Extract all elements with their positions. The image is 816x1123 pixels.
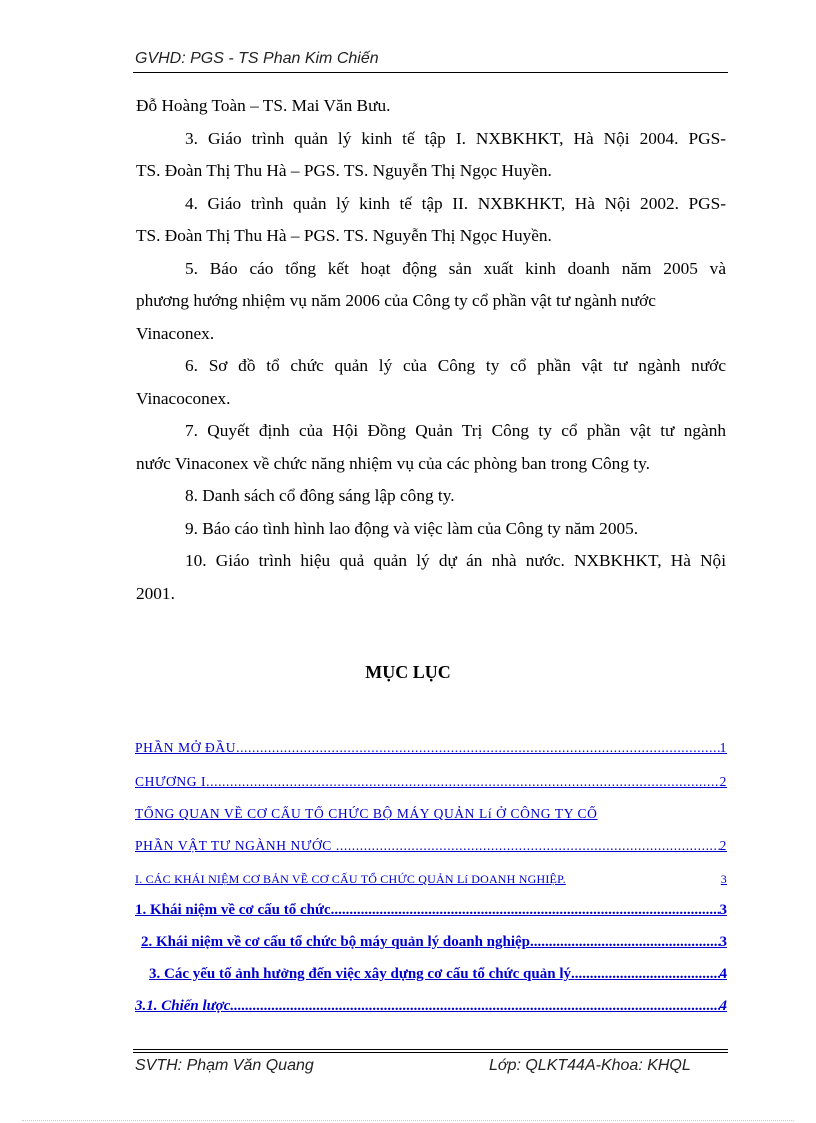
toc-entry-text: 2. Khái niệm về cơ cấu tổ chức bộ máy quản lý doanh nghiệp [141, 934, 531, 950]
reference-line: Vinaconex. [136, 323, 215, 343]
reference-item-3: 3. Giáo trình quản lý kinh tế tập I. NXBKHKT, Hà Nội 2004. PGS- [185, 128, 726, 148]
reference-item-4: 4. Giáo trình quản lý kinh tế tập II. NXBKHKT, Hà Nội 2002. PGS- [185, 193, 726, 213]
toc-entry-1-khai-niem[interactable] [135, 902, 727, 919]
toc-leader-dots [530, 934, 719, 951]
reference-line: phương hướng nhiệm vụ năm 2006 của Công ty cổ phần vật tư ngành nước [136, 291, 656, 310]
toc-entry-chuong-1[interactable] [135, 774, 727, 790]
reference-line: nước Vinaconex về chức năng nhiệm vụ của các phòng ban trong Công ty. [136, 453, 650, 473]
reference-line: TS. Đoàn Thị Thu Hà – PGS. TS. Nguyễn Thị Ngọc Huyền. [136, 161, 552, 180]
toc-leader-dots [234, 998, 719, 1015]
header-divider [133, 72, 728, 73]
toc-entry-page: 2 [719, 838, 727, 853]
toc-entry-3-1-chien-luoc[interactable] [135, 998, 727, 1015]
reference-list [136, 90, 726, 610]
toc-leader-dots [334, 902, 719, 919]
reference-item-6: 6. Sơ đồ tổ chức quản lý của Công ty cổ phần vật tư ngành nước [185, 356, 726, 375]
reference-item-5: 5. Báo cáo tổng kết hoạt động sản xuất kinh doanh năm 2005 và [185, 258, 726, 278]
toc-entry-text: CHƯƠNG I [135, 774, 207, 789]
toc-entry-text: PHẦN VẬT TƯ NGÀNH NƯỚC . [135, 838, 340, 853]
toc-entry-khai-niem-co-ban[interactable] [135, 872, 727, 887]
toc-entry-text: PHẦN MỞ ĐẦU [135, 740, 237, 755]
toc-entry-2-khai-niem[interactable] [135, 934, 727, 951]
footer-student: SVTH: Phạm Văn Quang [135, 1057, 314, 1074]
toc-entry-3-cac-yeu-to[interactable] [135, 966, 727, 983]
footer-class-info: Lớp: QLKT44A-Khoa: KHQL [489, 1057, 691, 1074]
footer-divider [133, 1052, 728, 1053]
reference-item-8: 8. Danh sách cổ đông sáng lập công ty. [185, 486, 455, 505]
page-bottom-edge [22, 1120, 794, 1121]
toc-leader-dots [340, 838, 720, 854]
toc-entry-page: 2 [719, 774, 727, 789]
toc-entry-page: 4 [719, 966, 727, 982]
toc-entry-text: 3. Các yếu tố ảnh hưởng đến việc xây dựng cơ cấu tổ chức quản lý. [149, 966, 575, 982]
toc-leader-dots [206, 774, 719, 790]
toc-entry-text: I. CÁC KHÁI NIỆM CƠ BẢN VỀ CƠ CẤU TỔ CHỨC QUẢN Lí DOANH NGHIỆP. [135, 872, 566, 886]
toc-entry-text: 1. Khái niệm về cơ cấu tổ chức. [135, 902, 335, 918]
toc-entry-page: 4 [719, 998, 727, 1014]
reference-item-9: 9. Báo cáo tình hình lao động và việc làm của Công ty năm 2005. [185, 518, 639, 538]
toc-leader-dots [575, 966, 720, 983]
reference-line: 2001. [136, 583, 175, 603]
toc-entry-tong-quan[interactable] [135, 806, 727, 822]
reference-line: Vinacoconex. [136, 388, 231, 408]
reference-line: Đỗ Hoàng Toàn – TS. Mai Văn Bưu. [136, 96, 391, 115]
reference-item-10: 10. Giáo trình hiệu quả quản lý dự án nhà nước. NXBKHKT, Hà Nội [185, 551, 726, 570]
footer-divider [133, 1049, 728, 1050]
reference-item-7: 7. Quyết định của Hội Đồng Quản Trị Công ty cổ phần vật tư ngành [185, 421, 726, 440]
header-supervisor: GVHD: PGS - TS Phan Kim Chiến [135, 50, 379, 67]
toc-entry-text: 3.1. Chiến lược. [135, 998, 235, 1014]
toc-entry-page: 1 [719, 740, 727, 755]
toc-entry-page: 3 [720, 872, 727, 886]
toc-entry-page: 3 [719, 934, 727, 950]
reference-line: TS. Đoàn Thị Thu Hà – PGS. TS. Nguyễn Thị Ngọc Huyền. [136, 226, 552, 245]
toc-leader-dots [236, 740, 720, 756]
toc-title: MỤC LỤC [365, 662, 451, 682]
toc-entry-phan-vat-tu[interactable] [135, 838, 727, 854]
toc-entry-phan-mo-dau[interactable] [135, 740, 727, 756]
toc-entry-page: 3 [719, 902, 727, 918]
toc-entry-text: TỔNG QUAN VỀ CƠ CẤU TỔ CHỨC BỘ MÁY QUẢN Lí Ở CÔNG TY CỔ [135, 806, 598, 821]
